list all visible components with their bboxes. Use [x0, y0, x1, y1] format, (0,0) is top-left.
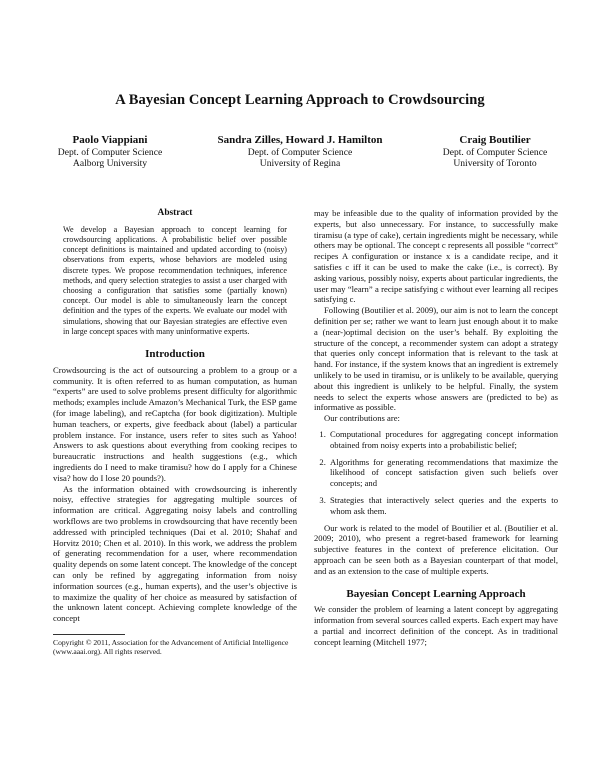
introduction-heading: Introduction	[145, 348, 205, 361]
author-2	[195, 134, 405, 169]
contributions-list	[314, 429, 558, 517]
abstract-heading: Abstract	[157, 208, 193, 218]
author-name: Paolo Viappiani	[72, 134, 148, 146]
author-dept: Dept. of Computer Science	[57, 147, 163, 158]
body-paragraph-2: Following (Boutilier et al. 2009), our aim is not to learn the concept definition per se; rather we want to learn just enough about it to make a (near-)optimal decision on the user’s behalf. By exploiting the structure of the concept, a recommender system can adopt a strategy that queries only concept information that is relevant to the task at hand. For instance, if the system knows that an ingredient is extremely unlikely to be used in tiramisu, or is unlikely to be available, querying about this ingredient is unlikely to be helpful. Finally, the system needs to select the experts whose answers are (predicted to be) as informative as possible.	[314, 305, 558, 413]
list-item: 3. Strategies that interactively select queries and the experts to whom ask them.	[328, 495, 558, 517]
author-dept: Dept. of Computer Science	[442, 147, 548, 158]
right-column	[314, 208, 558, 647]
author-dept: Dept. of Computer Science	[247, 147, 353, 158]
section-heading-bayesian: Bayesian Concept Learning Approach	[346, 587, 526, 600]
author-name: Sandra Zilles, Howard J. Hamilton	[217, 134, 383, 146]
body-paragraph-4: We consider the problem of learning a latent concept by aggregating information from several sources called experts. Each expert may have a partial and incorrect definition of the concept. As in traditional concept learning (Mitchell 1977;	[314, 604, 558, 647]
copyright-notice: Copyright © 2011, Association for the Advancement of Artificial Intelligence (www.aaai.org). All rights reserved.	[53, 637, 289, 657]
contributions-intro: Our contributions are:	[324, 413, 400, 424]
paper-title: A Bayesian Concept Learning Approach to Crowdsourcing	[115, 92, 485, 108]
body-paragraph-3: Our work is related to the model of Boutilier et al. (Boutilier et al. 2009; 2010), who present a regret-based framework for learning subjective features in the context of preference elicitation. Our approach can be seen both as a Bayesian counterpart of that model, and as an extension to the case of multiple experts.	[314, 522, 558, 576]
intro-paragraph-2: As the information obtained with crowdsourcing is inherently noisy, effective strategies for aggregating multiple sources of information are critical. Aggregating noisy labels and controlling workflows are two problems in crowdsourcing that have recently been addressed with principled techniques (Dai et al. 2010; Shahaf and Horvitz 2010; Chen et al. 2010). In this work, we address the problem of generating recommendation for a user, where recommendation quality depends on some latent concept. The knowledge of the concept can only be refined by aggregating information from noisy information sources (e.g., human experts), and the user’s objective is to maximize the quality of her choice as measured by satisfaction of the unknown latent concept. Achieving complete knowledge of the concept	[53, 483, 297, 624]
footnote-rule	[53, 634, 125, 635]
author-3	[435, 134, 555, 169]
author-name: Craig Boutilier	[459, 134, 531, 146]
author-1	[55, 134, 165, 169]
left-column	[53, 208, 297, 657]
author-affiliation: University of Regina	[259, 158, 341, 169]
abstract-text: We develop a Bayesian approach to concept learning for crowdsourcing applications. A probabilistic belief over possible concept definitions is maintained and updated according to (noisy) observations from experts, whose behaviors are modeled using discrete types. We propose recommendation techniques, inference methods, and query selection strategies to assist a user charged with choosing a configuration that satisfies some (partially known) concept. Our model is able to simultaneously learn the concept definition and the types of the experts. We evaluate our model with simulations, showing that our Bayesian strategies are effective even in large concept spaces with many uninformative experts.	[63, 224, 287, 336]
author-affiliation: Aalborg University	[72, 158, 148, 169]
list-item: 1. Computational procedures for aggregating concept information obtained from noisy experts into a probabilistic belief;	[328, 429, 558, 451]
author-affiliation: University of Toronto	[453, 158, 537, 169]
body-paragraph-1: may be infeasible due to the quality of information provided by the experts, but also unnecessary. For instance, to successfully make tiramisu (a type of cake), certain ingredients might be necessary, while others may be optional. The concept c represents all possible “correct” recipes A configuration or instance x is a candidate recipe, and it satisfies c iff it can be used to make the cake (i.e., is correct). By asking various, possibly noisy, experts about particular ingredients, the user may “learn” a recipe satisfying c without ever learning all recipes satisfying c.	[314, 208, 558, 305]
intro-paragraph-1: Crowdsourcing is the act of outsourcing a problem to a group or a community. It is often referred to as human computation, as human “experts” are used to solve problems present difficulty for algorithmic methods; examples include Amazon’s Mechanical Turk, the ESP game (for image labeling), and reCaptcha (for book digitization). Multiple human teachers, or experts, give feedback about (label) a particular problem instance. For instance, users refer to sites such as Yahoo! Answers to ask questions about everything from cooking recipes to bureaucratic instructions and health suggestions (e.g., which ingredients do I need to make tiramisu? how do I apply for a Chinese visa? how do I lose 20 pounds?).	[53, 364, 297, 483]
list-item: 2. Algorithms for generating recommendations that maximize the likelihood of concept satisfaction given such beliefs over concepts; and	[328, 457, 558, 489]
